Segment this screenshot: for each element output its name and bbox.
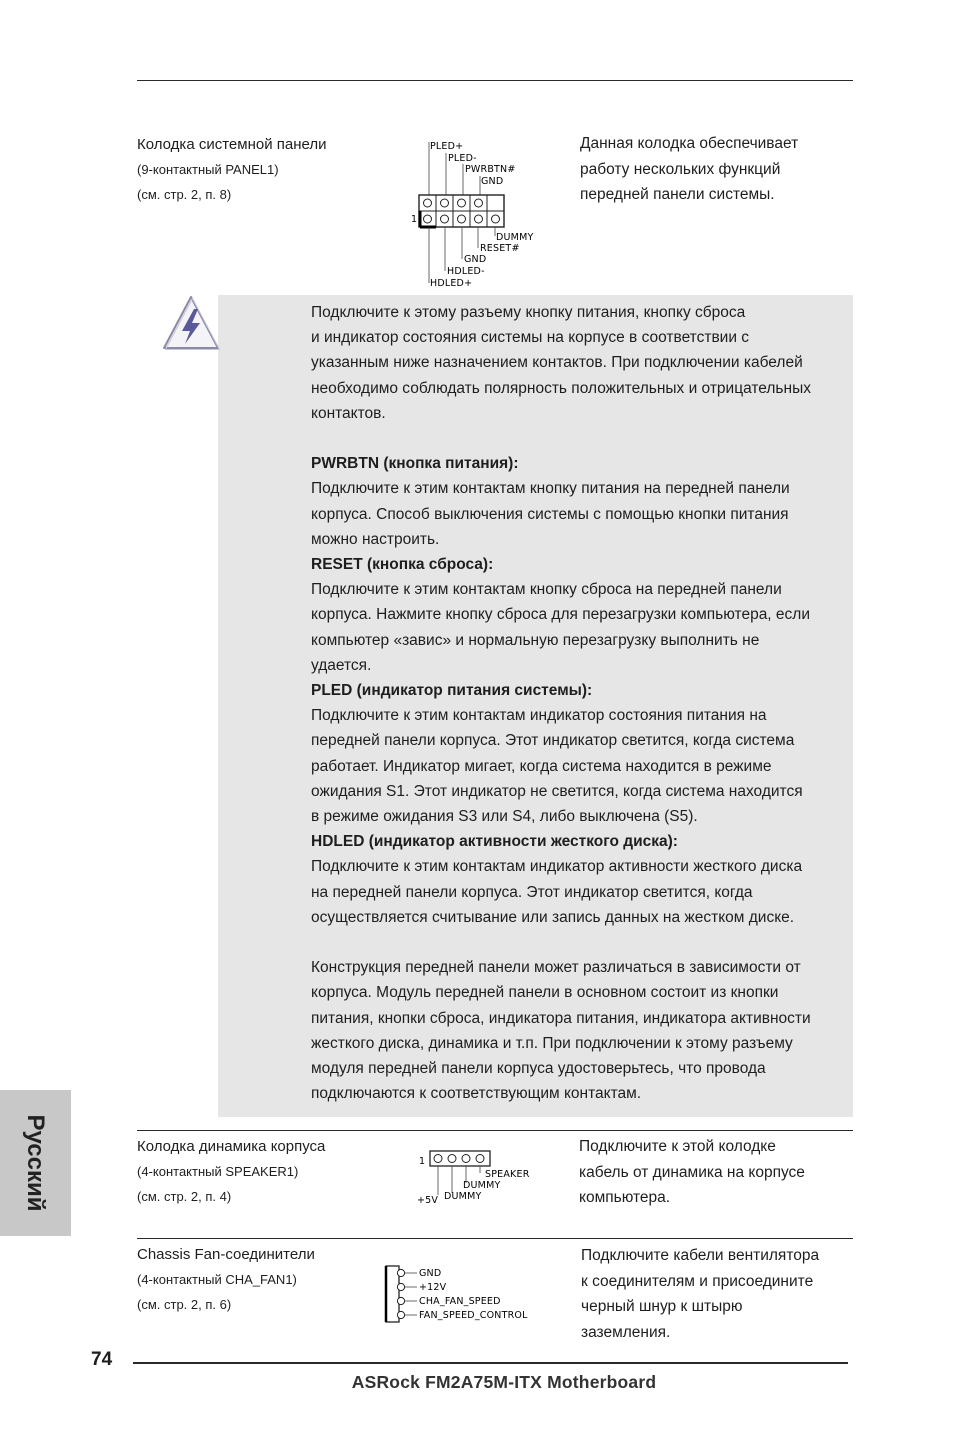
note-line: в режиме ожидания S3 или S4, либо выключена (S5).: [311, 808, 698, 826]
note-line: Конструкция передней панели может различаться в зависимости от: [311, 959, 801, 977]
panel-header-subtitle: (9-контактный PANEL1): [137, 162, 279, 177]
desc-line: Подключите к этой колодке: [579, 1138, 776, 1155]
note-line: на передней панели корпуса. Этот индикатор светится, когда: [311, 883, 753, 901]
note-line: осуществляется считывание или запись данных на жестком диске.: [311, 908, 795, 926]
pin-label-hdled-minus: HDLED-: [447, 266, 485, 277]
note-line: контактов.: [311, 404, 386, 422]
fan-header-ref: (см. стр. 2, п. 6): [137, 1297, 232, 1312]
note-line: модуля передней панели корпуса удостоверьтесь, что провода: [311, 1060, 766, 1078]
footer-text: ASRock FM2A75M-ITX Motherboard: [351, 1372, 657, 1392]
pin-label-pled-plus: PLED+: [430, 141, 464, 152]
pin-label-reset: RESET#: [480, 243, 520, 254]
desc-line: Подключите кабели вентилятора: [581, 1247, 820, 1264]
footer: [0, 1372, 954, 1393]
footer-rule: [133, 1362, 848, 1364]
pin-label-12v: +12V: [419, 1282, 447, 1293]
pin-label-gnd: GND: [419, 1268, 442, 1279]
pin-label-fan-speed: CHA_FAN_SPEED: [419, 1296, 501, 1307]
speaker-header-ref: (см. стр. 2, п. 4): [137, 1189, 232, 1204]
desc-line: заземления.: [581, 1323, 671, 1341]
note-line: Подключите к этим контактам индикатор активности жесткого диска: [311, 858, 803, 876]
note-line: можно настроить.: [311, 530, 440, 548]
note-line: указанным ниже назначением контактов. При подключении кабелей: [311, 354, 803, 372]
language-tab-label: Русский: [22, 1114, 49, 1212]
fan-rule: [137, 1238, 853, 1239]
pin-label-dummy-2: DUMMY: [444, 1191, 482, 1202]
note-line: передней панели корпуса. Этот индикатор светится, когда система: [311, 732, 795, 750]
panel-header-ref: (см. стр. 2, п. 8): [137, 187, 232, 202]
speaker-header-desc: [579, 1134, 805, 1211]
desc-line: компьютера.: [579, 1189, 671, 1206]
fan-header-title: Chassis Fan-соединители: [137, 1246, 315, 1263]
speaker-header-title: Колодка динамика корпуса: [137, 1138, 326, 1155]
pwrbtn-heading: PWRBTN (кнопка питания):: [311, 455, 519, 473]
note-line: Подключите к этим контактам кнопку питания на передней панели: [311, 480, 790, 498]
note-line: корпуса. Нажмите кнопку сброса для перезагрузки компьютера, если: [311, 606, 810, 624]
note-line: ожидания S1. Этот индикатор не светится, когда система находится: [311, 782, 803, 800]
note-line: компьютер «завис» и нормальную перезагрузку выполнить не: [311, 631, 760, 649]
pin-label-dummy: DUMMY: [496, 232, 534, 243]
speaker-header-subtitle: (4-контактный SPEAKER1): [137, 1164, 299, 1179]
note-line: и индикатор состояния системы на корпусе в соответствии с: [311, 329, 750, 347]
pin-label-hdled-plus: HDLED+: [430, 278, 473, 289]
pin-label-dummy-1: DUMMY: [463, 1180, 501, 1191]
note-line: удается.: [311, 656, 372, 674]
pin-label-fan-speed-control: FAN_SPEED_CONTROL: [419, 1310, 528, 1321]
desc-line: Данная колодка обеспечивает: [580, 135, 799, 152]
warning-icon: [160, 293, 222, 353]
note-line: корпуса. Способ выключения системы с помощью кнопки питания: [311, 505, 789, 523]
panel-header-desc: [580, 131, 798, 208]
panel-header-diagram: [410, 138, 545, 290]
speaker-rule: [137, 1130, 853, 1131]
language-tab: [0, 1090, 71, 1236]
panel-header-title: Колодка системной панели: [137, 136, 327, 153]
pin-label-gnd-bottom: GND: [464, 254, 487, 265]
note-text: [311, 300, 871, 1106]
desc-line: работу нескольких функций: [580, 160, 781, 178]
pin-label-5v: +5V: [417, 1195, 439, 1205]
desc-line: черный шнур к штырю: [581, 1298, 743, 1315]
desc-line: к соединителям и присоедините: [581, 1272, 814, 1290]
note-line: питания, кнопки сброса, индикатора питания, индикатора активности: [311, 1009, 811, 1027]
note-line: Подключите к этим контактам кнопку сброса на передней панели: [311, 581, 782, 599]
pin-label-pled-minus: PLED-: [448, 153, 477, 164]
pin-label-pwrbtn: PWRBTN#: [465, 164, 516, 175]
note-line: подключаются к соответствующим контактам.: [311, 1085, 642, 1103]
pin-label-speaker: SPEAKER: [485, 1169, 530, 1180]
hdled-heading: HDLED (индикатор активности жесткого диска):: [311, 833, 678, 851]
desc-line: передней панели системы.: [580, 186, 775, 203]
note-line: корпуса. Модуль передней панели в основном состоит из кнопки: [311, 984, 779, 1002]
note-line: необходимо соблюдать полярность положительных и отрицательных: [311, 379, 811, 397]
note-line: работает. Индикатор мигает, когда система находится в режиме: [311, 757, 772, 775]
pled-heading: PLED (индикатор питания системы):: [311, 682, 593, 700]
note-line: жесткого диска, динамика и т.п. При подключении к этому разъему: [311, 1034, 793, 1052]
pin1-marker: 1: [411, 214, 418, 225]
pin1-marker: 1: [419, 1156, 426, 1167]
fan-header-diagram: [383, 1262, 553, 1326]
top-rule: [137, 80, 853, 81]
pin-label-gnd-top: GND: [481, 176, 504, 187]
note-line: Подключите к этим контактам индикатор состояния питания на: [311, 707, 767, 725]
fan-header-desc: [581, 1243, 819, 1345]
speaker-header-diagram: [413, 1145, 543, 1205]
note-line: Подключите к этому разъему кнопку питания, кнопку сброса: [311, 304, 746, 321]
fan-header-subtitle: (4-контактный CHA_FAN1): [137, 1272, 297, 1287]
desc-line: кабель от динамика на корпусе: [579, 1163, 805, 1181]
reset-heading: RESET (кнопка сброса):: [311, 556, 494, 574]
page-number: 74: [91, 1349, 113, 1370]
